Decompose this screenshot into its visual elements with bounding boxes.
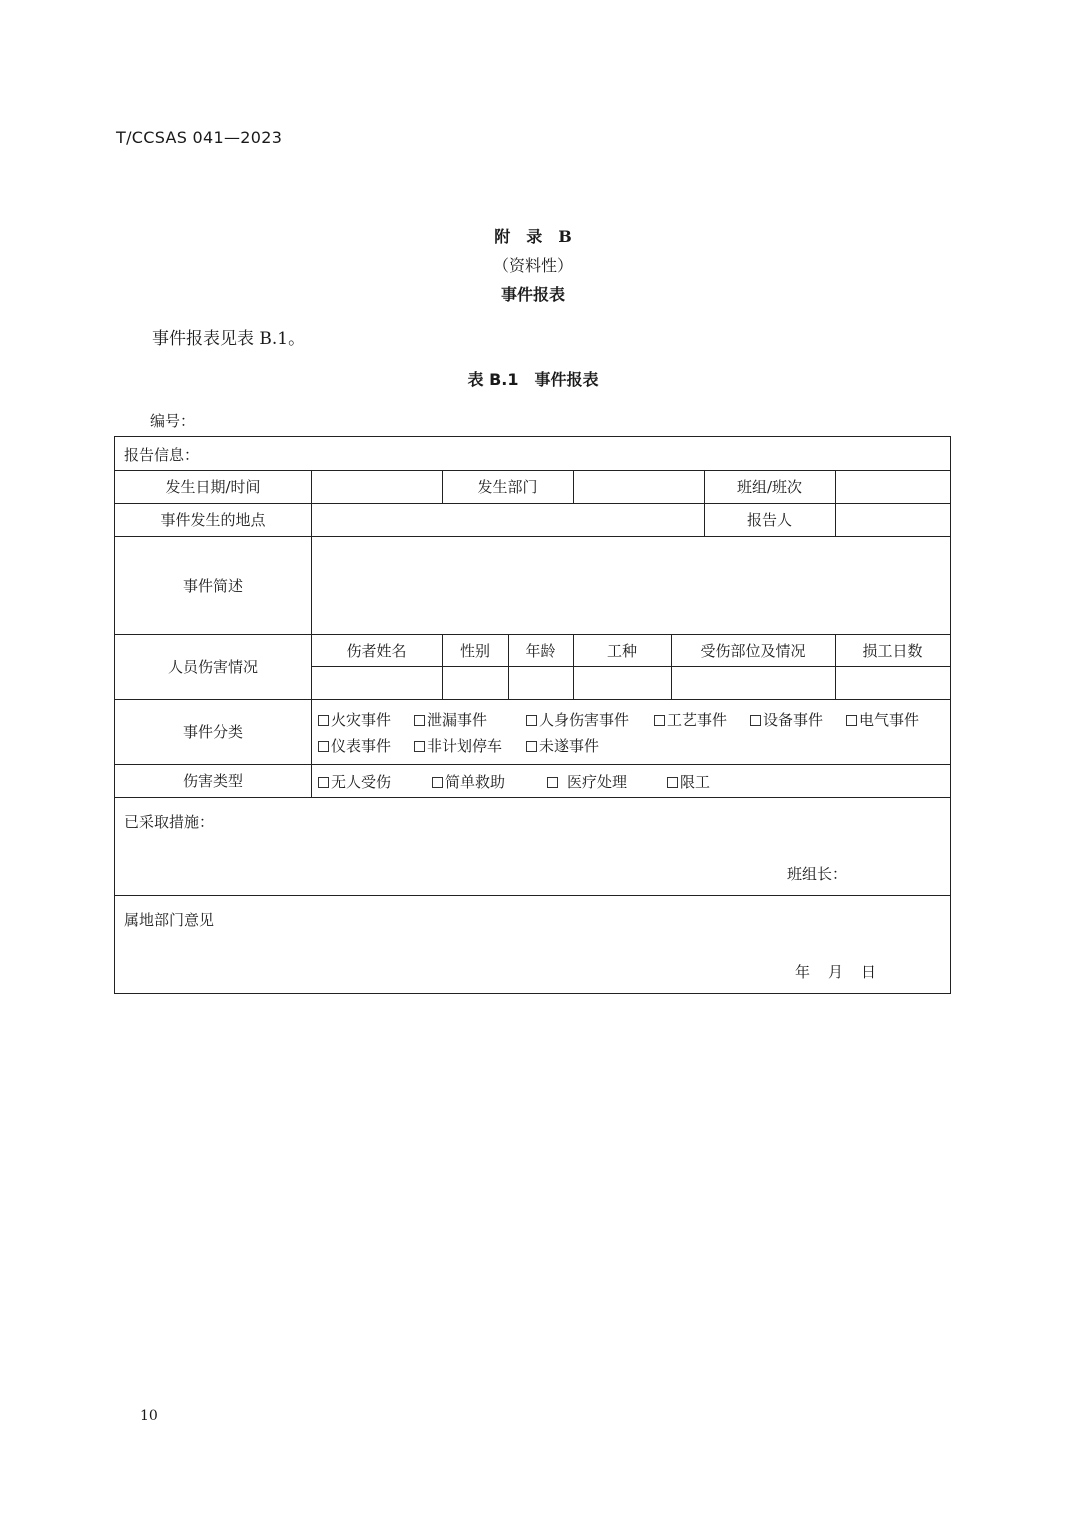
category-label: 事件分类 bbox=[182, 723, 243, 741]
occur-dept-field[interactable] bbox=[574, 471, 704, 503]
reporter-label: 报告人 bbox=[746, 511, 792, 529]
injury-col-body-part: 受伤部位及情况 bbox=[700, 641, 806, 660]
team-leader-label: 班组长： bbox=[787, 865, 848, 883]
page-number: 10 bbox=[140, 1408, 158, 1424]
appendix-subject: 事件报表 bbox=[500, 285, 565, 304]
location-label: 事件发生的地点 bbox=[160, 511, 266, 529]
row-divider bbox=[115, 895, 950, 896]
description-field[interactable] bbox=[312, 537, 950, 634]
reporter-field[interactable] bbox=[836, 504, 950, 536]
injury-job-field[interactable] bbox=[574, 667, 671, 699]
harm-option-first-aid[interactable]: 简单救助 bbox=[432, 771, 505, 792]
checkbox[interactable] bbox=[414, 741, 425, 752]
injury-gender-field[interactable] bbox=[443, 667, 508, 699]
harm-type-label: 伤害类型 bbox=[182, 772, 243, 790]
injury-body-part-field[interactable] bbox=[672, 667, 835, 699]
injury-age-field[interactable] bbox=[509, 667, 573, 699]
injury-col-job: 工种 bbox=[606, 641, 637, 660]
harm-option-restricted-work[interactable]: 限工 bbox=[667, 771, 710, 792]
category-option-near-miss[interactable]: 未遂事件 bbox=[526, 735, 599, 756]
checkbox[interactable] bbox=[318, 741, 329, 752]
incident-report-form bbox=[114, 436, 951, 994]
standard-code: T/CCSAS 041—2023 bbox=[116, 128, 283, 147]
checkbox[interactable] bbox=[846, 715, 857, 726]
category-option-electrical[interactable]: 电气事件 bbox=[846, 709, 919, 730]
description-label: 事件简述 bbox=[182, 576, 243, 595]
date-month: 月 bbox=[828, 963, 844, 981]
injury-name-field[interactable] bbox=[312, 667, 442, 699]
injury-col-lost-days: 损工日数 bbox=[862, 641, 923, 660]
injury-col-age: 年龄 bbox=[525, 641, 556, 660]
checkbox[interactable] bbox=[414, 715, 425, 726]
occur-dept-label: 发生部门 bbox=[477, 478, 538, 496]
injury-label: 人员伤害情况 bbox=[167, 658, 258, 676]
checkbox[interactable] bbox=[318, 777, 329, 788]
date-year: 年 bbox=[795, 963, 811, 981]
checkbox[interactable] bbox=[654, 715, 665, 726]
category-option-leak[interactable]: 泄漏事件 bbox=[414, 709, 487, 730]
injury-col-name: 伤者姓名 bbox=[346, 641, 407, 660]
checkbox[interactable] bbox=[526, 741, 537, 752]
category-option-process[interactable]: 工艺事件 bbox=[654, 709, 727, 730]
occur-datetime-field[interactable] bbox=[312, 471, 442, 503]
checkbox[interactable] bbox=[667, 777, 678, 788]
appendix-nature: （资料性） bbox=[492, 256, 573, 275]
category-option-equipment[interactable]: 设备事件 bbox=[750, 709, 823, 730]
measures-label: 已采取措施： bbox=[124, 813, 215, 831]
appendix-title: 附 录 B bbox=[494, 227, 572, 246]
team-shift-field[interactable] bbox=[836, 471, 950, 503]
category-option-fire[interactable]: 火灾事件 bbox=[318, 709, 391, 730]
checkbox[interactable] bbox=[750, 715, 761, 726]
harm-option-medical-treatment[interactable]: 医疗处理 bbox=[547, 771, 627, 792]
serial-number-label: 编号： bbox=[150, 412, 196, 430]
team-shift-label: 班组/班次 bbox=[736, 478, 803, 496]
occur-datetime-label: 发生日期/时间 bbox=[165, 478, 261, 496]
checkbox[interactable] bbox=[547, 777, 558, 788]
checkbox[interactable] bbox=[432, 777, 443, 788]
location-field[interactable] bbox=[312, 504, 704, 536]
category-option-unplanned-shutdown[interactable]: 非计划停车 bbox=[414, 735, 502, 756]
category-option-personal-injury[interactable]: 人身伤害事件 bbox=[526, 709, 629, 730]
injury-lost-days-field[interactable] bbox=[836, 667, 950, 699]
dept-opinion-label: 属地部门意见 bbox=[124, 911, 215, 929]
report-info-label: 报告信息： bbox=[124, 446, 200, 464]
harm-option-no-injury[interactable]: 无人受伤 bbox=[318, 771, 391, 792]
intro-text: 事件报表见表 B.1。 bbox=[152, 329, 306, 349]
checkbox[interactable] bbox=[526, 715, 537, 726]
category-option-instrument[interactable]: 仪表事件 bbox=[318, 735, 391, 756]
injury-col-gender: 性别 bbox=[459, 641, 490, 660]
checkbox[interactable] bbox=[318, 715, 329, 726]
date-day: 日 bbox=[861, 963, 877, 981]
table-caption: 表 B.1 事件报表 bbox=[467, 370, 599, 389]
row-divider bbox=[115, 797, 950, 798]
